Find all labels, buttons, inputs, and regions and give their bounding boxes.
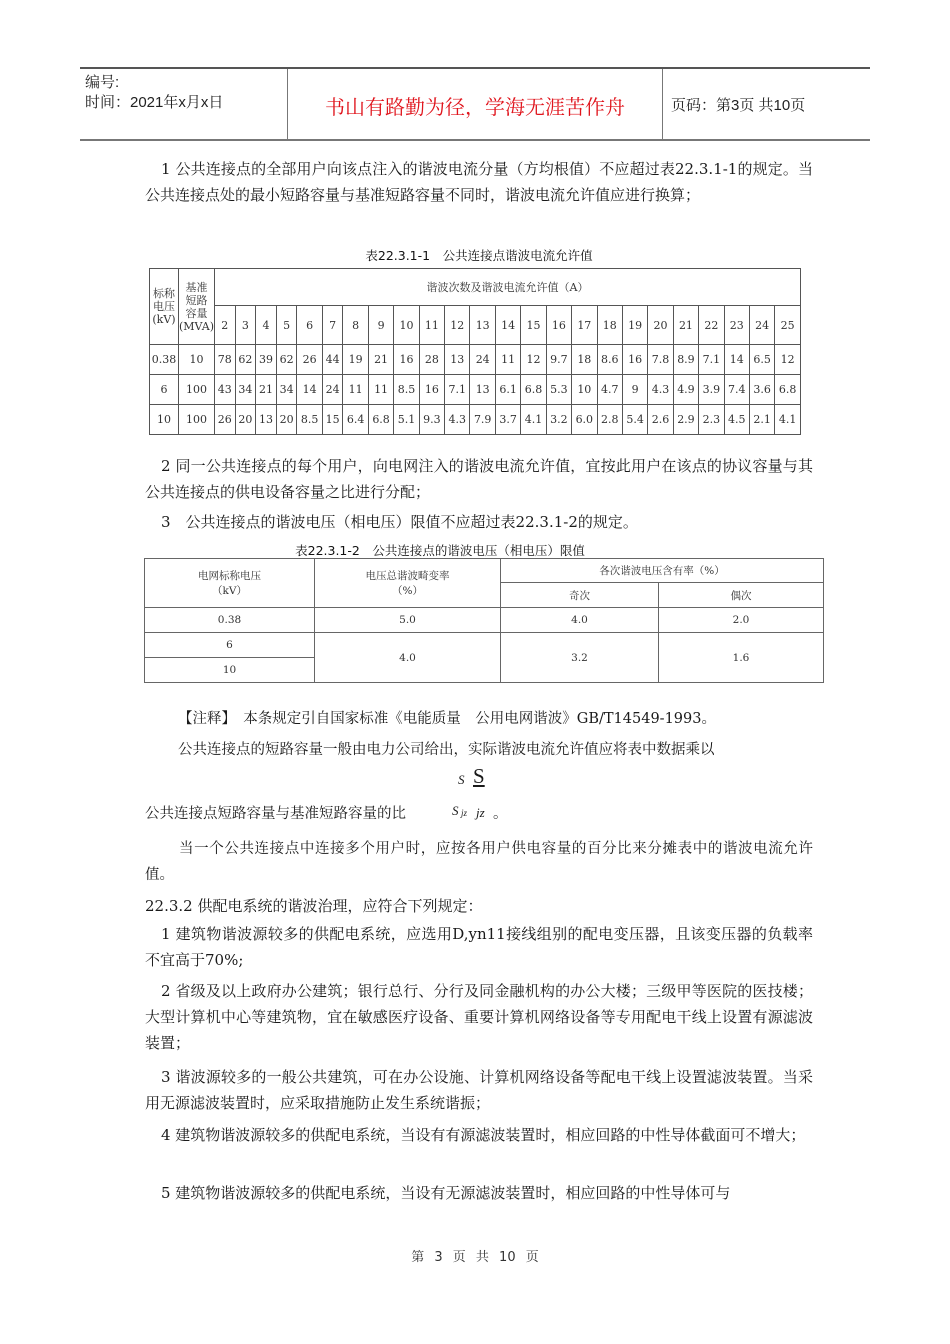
harmonic-order: 23 — [724, 306, 749, 345]
table-row: 0.38 10 78 62 39 62 26 44 19 21 16 28 13 24 11 12 9.7 18 8.6 16 7.8 8.9 7.1 14 6.5 12 — [150, 345, 801, 375]
paragraph-1: 1 公共连接点的全部用户向该点注入的谐波电流分量（方均根值）不应超过表22.3.1-1的规定。当公共连接点处的最小短路容量与基准短路容量不同时，谐波电流允许值应进行换算； — [145, 160, 813, 204]
harmonic-order: 15 — [521, 306, 546, 345]
harmonic-order: 22 — [699, 306, 724, 345]
table1-caption: 表22.3.1-1 公共连接点谐波电流允许值 — [365, 248, 593, 263]
note-ratio: 公共连接点短路容量与基准短路容量的比 — [145, 806, 406, 822]
harmonic-order: 10 — [394, 306, 419, 345]
t1-col-voltage: 标称 电压 (kV) — [150, 269, 179, 345]
table-row: 0.38 5.0 4.0 2.0 — [145, 608, 824, 633]
harmonic-order: 5 — [276, 306, 297, 345]
page-footer: 第 3 页 共 10 页 — [411, 1250, 539, 1265]
harmonic-order: 17 — [572, 306, 597, 345]
item-1: 1 建筑物谐波源较多的供配电系统，应选用D,yn11接线组别的配电变压器，且该变压器的负载率不宜高于70%; — [145, 925, 813, 969]
harmonic-order: 7 — [322, 306, 343, 345]
harmonic-order: 20 — [648, 306, 673, 345]
t2-col-even: 偶次 — [659, 583, 824, 608]
harmonic-order: 14 — [495, 306, 520, 345]
harmonic-order: 25 — [775, 306, 801, 345]
harmonic-order: 9 — [368, 306, 393, 345]
harmonic-current-table — [149, 268, 801, 435]
t2-col-group: 各次谐波电压含有率（%） — [501, 559, 824, 583]
harmonic-order: 21 — [673, 306, 698, 345]
harmonic-order: 13 — [470, 306, 495, 345]
paragraph-3: 3 公共连接点的谐波电压（相电压）限值不应超过表22.3.1-2的规定。 — [161, 513, 638, 531]
page-header — [80, 67, 870, 141]
table-row: 10 — [145, 658, 824, 683]
table2-caption: 表22.3.1-2 公共连接点的谐波电压（相电压）限值 — [295, 543, 585, 558]
harmonic-order: 2 — [215, 306, 236, 345]
doc-number-label: 编号: — [85, 74, 120, 91]
harmonic-order: 16 — [546, 306, 571, 345]
table-row: 6 100 43 34 21 34 14 24 11 11 8.5 16 7.1 13 6.1 6.8 5.3 10 4.7 9 4.3 4.9 3.9 7.4 3.6 6.8 — [150, 375, 801, 405]
item-2: 2 省级及以上政府办公建筑；银行总行、分行及同金融机构的办公大楼；三级甲等医院的医技楼；大型计算机中心等建筑物，宜在敏感医疗设备、重要计算机网络设备等专用配电干线上设置有源滤波装置； — [145, 982, 813, 1052]
note-short-circuit: 公共连接点的短路容量一般由电力公司给出，实际谐波电流允许值应将表中数据乘以 — [178, 742, 715, 758]
harmonic-order: 6 — [297, 306, 322, 345]
table-row: 6 4.0 3.2 1.6 — [145, 633, 824, 658]
t1-col-capacity: 基准 短路 容量 (MVA) — [179, 269, 215, 345]
harmonic-order: 11 — [419, 306, 444, 345]
harmonic-order: 24 — [749, 306, 774, 345]
t1-group-header: 谐波次数及谐波电流允许值（A） — [215, 269, 801, 306]
table-row: 10 100 26 20 13 20 8.5 15 6.4 6.8 5.1 9.3 4.3 7.9 3.7 4.1 3.2 6.0 2.8 5.4 2.6 2.9 2.3 4.5 2.1 4.1 — [150, 405, 801, 435]
item-3: 3 谐波源较多的一般公共建筑，可在办公设施、计算机网络设备等配电干线上设置滤波装置。当采用无源滤波装置时，应采取措施防止发生系统谐振； — [145, 1068, 813, 1112]
doc-date-label: 时间：2021年x月x日 — [85, 94, 224, 111]
header-meta — [80, 69, 288, 139]
note-citation: 【注释】 本条规定引自国家标准《电能质量 公用电网谐波》GB/T14549-1993。 — [178, 711, 716, 727]
harmonic-order: 12 — [445, 306, 470, 345]
harmonic-order: 4 — [256, 306, 277, 345]
header-motto: 书山有路勤为径，学海无涯苦作舟 — [288, 69, 663, 139]
harmonic-order: 19 — [622, 306, 647, 345]
harmonic-voltage-table — [144, 558, 824, 683]
t2-col-voltage: 电网标称电压 （kV） — [145, 559, 315, 608]
harmonic-order: 3 — [235, 306, 256, 345]
t2-col-odd: 奇次 — [501, 583, 659, 608]
item-5: 5 建筑物谐波源较多的供配电系统，当设有无源滤波装置时，相应回路的中性导体可与 — [161, 1184, 731, 1202]
harmonic-order: 8 — [343, 306, 368, 345]
section-22-3-2: 22.3.2 供配电系统的谐波治理，应符合下列规定： — [145, 897, 483, 915]
t2-col-thd: 电压总谐波畸变率 （%） — [315, 559, 501, 608]
item-4: 4 建筑物谐波源较多的供配电系统，当设有有源滤波装置时，相应回路的中性导体截面可不增大； — [161, 1126, 806, 1144]
paragraph-2: 2 同一公共连接点的每个用户，向电网注入的谐波电流允许值，宜按此用户在该点的协议容量与其公共连接点的供电设备容量之比进行分配； — [145, 457, 813, 501]
note-multi-user: 当一个公共连接点中连接多个用户时，应按各用户供电容量的百分比来分摊表中的谐波电流允许值。 — [145, 841, 813, 883]
harmonic-order: 18 — [597, 306, 622, 345]
header-page-info: 页码：第3页 共10页 — [671, 96, 806, 114]
